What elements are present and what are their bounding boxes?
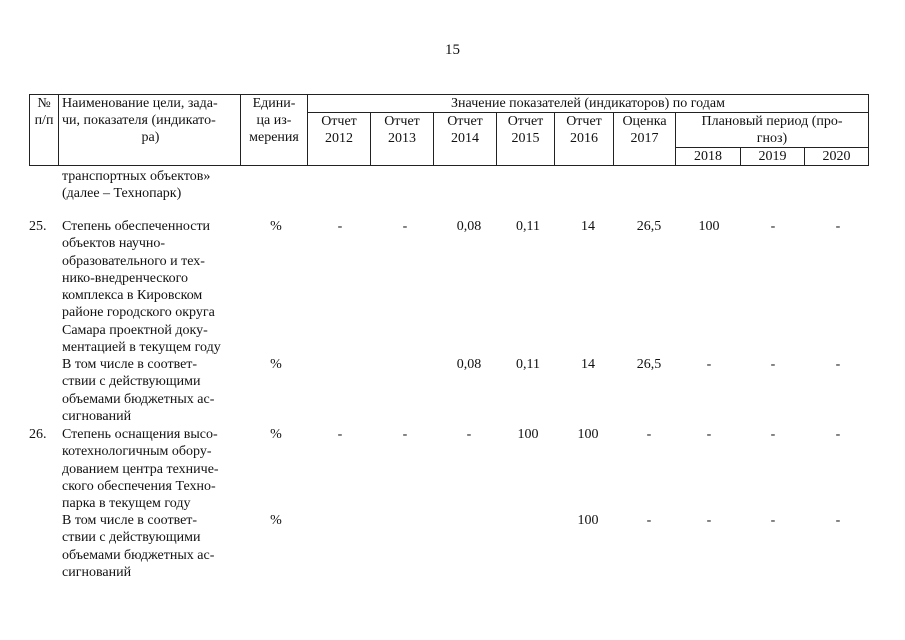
row-value: 100: [698, 219, 720, 234]
row-value: -: [402, 427, 408, 442]
row-value: -: [835, 513, 841, 528]
header-values-title: Значение показателей (индикаторов) по годам: [308, 95, 869, 113]
row-value: -: [835, 427, 841, 442]
row-value: 14: [581, 219, 595, 234]
row-text: Степень обеспеченности объектов научно- образовательного и тех- нико-внедренческого комплекса в Кировском районе городского округа Самара проектной доку- ментацией в текущем году: [62, 219, 221, 356]
row-value: -: [466, 427, 472, 442]
header-year-2017: Оценка 2017: [614, 113, 676, 166]
row-value: 0,11: [516, 357, 540, 372]
row-value: 100: [577, 513, 599, 528]
page-number: 15: [445, 42, 460, 58]
row-value: -: [835, 357, 841, 372]
row-text: Степень оснащения высо- котехнологичным обору- дованием центра техниче- ского обеспечения Техно- парка в текущем году: [62, 427, 219, 512]
header-year-2016: Отчет 2016: [555, 113, 614, 166]
row-value: 0,08: [456, 219, 482, 234]
row-text: В том числе в соответ- ствии с действующими объемами бюджетных ас- сигнований: [62, 513, 215, 580]
row-value: 0,11: [516, 219, 540, 234]
row-unit: %: [270, 513, 282, 528]
row-value: 0,08: [456, 357, 482, 372]
row-unit: %: [270, 219, 282, 234]
row-text: В том числе в соответ- ствии с действующими объемами бюджетных ас- сигнований: [62, 357, 215, 424]
header-name: Наименование цели, зада- чи, показателя (индикато- ра): [59, 95, 241, 166]
row-value: -: [402, 219, 408, 234]
row-value: -: [770, 513, 776, 528]
header-num: № п/п: [30, 95, 59, 166]
row-value: -: [646, 513, 652, 528]
header-plan-2019: 2019: [741, 148, 805, 166]
header-plan-2018: 2018: [676, 148, 741, 166]
row-value: -: [835, 219, 841, 234]
row-value: 14: [581, 357, 595, 372]
row-value: -: [770, 219, 776, 234]
row-value: -: [646, 427, 652, 442]
header-year-2013: Отчет 2013: [371, 113, 434, 166]
row-unit: %: [270, 357, 282, 372]
row-value: -: [770, 427, 776, 442]
row-value: 100: [517, 427, 539, 442]
row-unit: %: [270, 427, 282, 442]
row-value: -: [770, 357, 776, 372]
continuation-text: транспортных объектов» (далее – Технопарк): [62, 169, 211, 202]
row-value: 100: [577, 427, 599, 442]
row-value: -: [706, 513, 712, 528]
header-plan-period: Плановый период (про- гноз): [676, 113, 869, 148]
header-unit: Едини- ца из- мерения: [241, 95, 308, 166]
header-table: [29, 94, 869, 166]
row-number: 26.: [29, 427, 47, 442]
row-value: -: [706, 357, 712, 372]
header-year-2012: Отчет 2012: [308, 113, 371, 166]
header-year-2015: Отчет 2015: [497, 113, 555, 166]
row-value: 26,5: [636, 357, 662, 372]
row-value: 26,5: [636, 219, 662, 234]
header-plan-2020: 2020: [805, 148, 869, 166]
row-value: -: [706, 427, 712, 442]
header-year-2014: Отчет 2014: [434, 113, 497, 166]
row-value: -: [337, 219, 343, 234]
row-value: -: [337, 427, 343, 442]
row-number: 25.: [29, 219, 47, 234]
